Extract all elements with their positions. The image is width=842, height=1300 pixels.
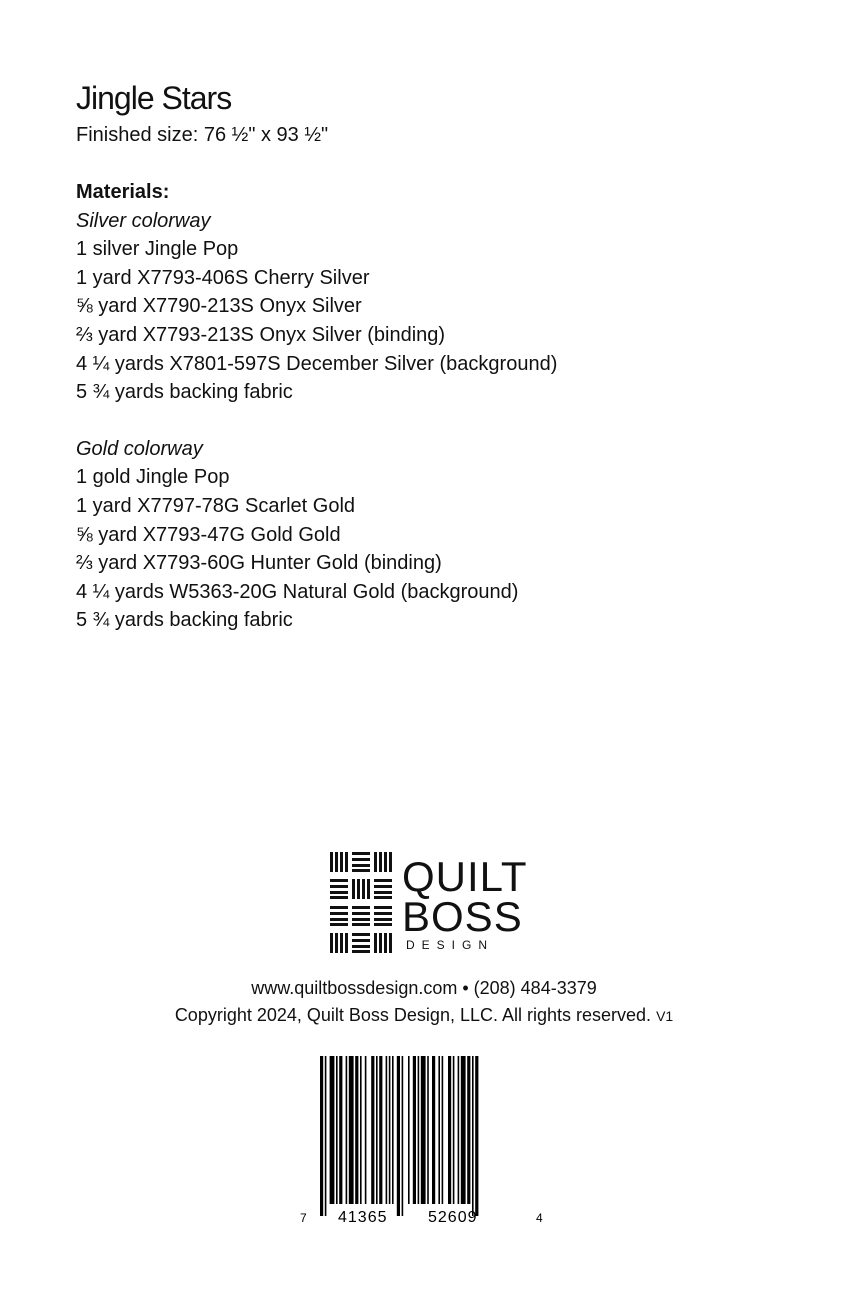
material-item: 4 ¼ yards W5363-20G Natural Gold (background) [76, 580, 519, 603]
finished-size: Finished size: 76 ½" x 93 ½" [76, 124, 329, 146]
barcode-bar [427, 1056, 429, 1204]
quilt-boss-logo [330, 852, 530, 956]
barcode-bar [392, 1056, 394, 1204]
logo-text-design: DESIGN [406, 938, 495, 952]
material-item: 5 ¾ yards backing fabric [76, 609, 293, 632]
barcode-bar [339, 1056, 342, 1204]
barcode-bar [346, 1056, 348, 1204]
barcode-bar [467, 1056, 470, 1204]
material-item: 1 yard X7793-406S Cherry Silver [76, 266, 370, 289]
barcode-bar [365, 1056, 367, 1204]
upc-barcode [300, 1056, 546, 1224]
barcode-bar [448, 1056, 451, 1204]
barcode-bar [386, 1056, 388, 1204]
version-label: V1 [656, 1008, 674, 1024]
barcode-bar [418, 1056, 420, 1204]
barcode-digits-group2: 52609 [428, 1209, 478, 1224]
copyright-text: Copyright 2024, Quilt Boss Design, LLC. All rights reserved. [174, 1005, 652, 1025]
barcode-bar [379, 1056, 382, 1204]
barcode-bar [413, 1056, 416, 1204]
barcode-bar [432, 1056, 435, 1204]
barcode-bar [475, 1056, 478, 1216]
colorway-title-silver: Silver colorway [76, 209, 211, 232]
barcode-digit-left: 7 [300, 1211, 307, 1224]
logo-text-quilt: QUILT [402, 853, 528, 900]
barcode-bar [458, 1056, 460, 1204]
material-item: 5 ¾ yards backing fabric [76, 381, 293, 404]
logo-grid-icon [330, 852, 392, 954]
material-item: ⅝ yard X7793-47G Gold Gold [76, 523, 341, 546]
colorway-title-gold: Gold colorway [76, 437, 203, 460]
material-item: 1 yard X7797-78G Scarlet Gold [76, 494, 356, 517]
contact-info: www.quiltbossdesign.com • (208) 484-3379 [251, 978, 597, 998]
barcode-bar [397, 1056, 400, 1216]
barcode-bar [320, 1056, 323, 1216]
barcode-digit-right: 4 [536, 1211, 543, 1224]
material-item: ⅔ yard X7793-60G Hunter Gold (binding) [76, 552, 442, 575]
barcode-bar [461, 1056, 466, 1204]
barcode-bar [376, 1056, 378, 1204]
barcode-bar [330, 1056, 335, 1204]
barcode-bar [325, 1056, 327, 1216]
material-item: ⅝ yard X7790-213S Onyx Silver [76, 295, 362, 318]
material-item: ⅔ yard X7793-213S Onyx Silver (binding) [76, 323, 446, 346]
barcode-bar [408, 1056, 410, 1204]
materials-heading: Materials: [76, 181, 170, 203]
barcode-bars [320, 1056, 478, 1216]
barcode-bar [336, 1056, 338, 1204]
barcode-bar [402, 1056, 404, 1216]
barcode-bar [438, 1056, 440, 1204]
barcode-bar [355, 1056, 358, 1204]
barcode-bar [389, 1056, 391, 1204]
copyright-line [0, 1005, 842, 1026]
material-item: 4 ¼ yards X7801-597S December Silver (background) [76, 352, 558, 375]
pattern-title: Jingle Stars [76, 80, 232, 116]
material-item: 1 silver Jingle Pop [76, 238, 239, 261]
materials-section [76, 178, 557, 635]
barcode-bar [442, 1056, 444, 1204]
section-spacer [76, 407, 557, 435]
material-item: 1 gold Jingle Pop [76, 466, 230, 489]
barcode-digits-group1: 41365 [338, 1209, 388, 1224]
barcode-bar [349, 1056, 354, 1204]
barcode-bar [453, 1056, 455, 1204]
barcode-bar [371, 1056, 374, 1204]
barcode-bar [472, 1056, 474, 1216]
barcode-bar [360, 1056, 362, 1204]
logo-text-boss: BOSS [402, 893, 523, 940]
barcode-bar [421, 1056, 426, 1204]
